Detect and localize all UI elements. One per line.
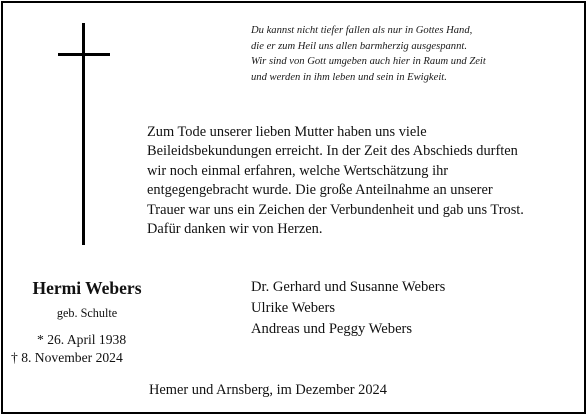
mourners-list	[251, 277, 571, 340]
cross-horizontal-bar	[58, 53, 110, 56]
place-and-date: Hemer und Arnsberg, im Dezember 2024	[149, 382, 387, 398]
message-line: Dafür danken wir von Herzen.	[147, 221, 323, 238]
message-line: Zum Tode unserer lieben Mutter haben uns viele	[147, 124, 427, 140]
obituary-card	[1, 1, 586, 414]
mourner-entry: Andreas und Peggy Webers	[251, 321, 413, 337]
cross-vertical-bar	[82, 23, 85, 245]
message-line: wir noch einmal erfahren, welche Wertschätzung ihr	[147, 162, 449, 179]
poem-line: und werden in ihm leben und sein in Ewigkeit.	[251, 71, 447, 83]
mourner-entry: Dr. Gerhard und Susanne Webers	[251, 279, 446, 295]
poem-line: die er zum Heil uns allen barmherzig ausgespannt.	[251, 40, 467, 52]
deceased-name: Hermi Webers	[32, 278, 142, 298]
mourner-entry: Ulrike Webers	[251, 300, 336, 316]
poem-line: Wir sind von Gott umgeben auch hier in Raum und Zeit	[251, 56, 486, 67]
life-dates	[11, 331, 157, 366]
birth-date: * 26. April 1938	[37, 332, 127, 347]
message-line: Beileidsbekundungen erreicht. In der Zeit des Abschieds durften	[147, 143, 518, 160]
maiden-name: geb. Schulte	[56, 306, 118, 320]
thank-you-message	[147, 123, 577, 239]
poem-verse	[251, 23, 571, 85]
message-line: entgegengebracht wurde. Die große Anteilnahme an unserer	[147, 182, 493, 199]
poem-line: Du kannst nicht tiefer fallen als nur in Gottes Hand,	[251, 25, 473, 36]
deceased-info	[11, 277, 157, 366]
death-date: † 8. November 2024	[11, 349, 123, 365]
message-line: Trauer war uns ein Zeichen der Verbundenheit und gab uns Trost.	[147, 201, 524, 218]
